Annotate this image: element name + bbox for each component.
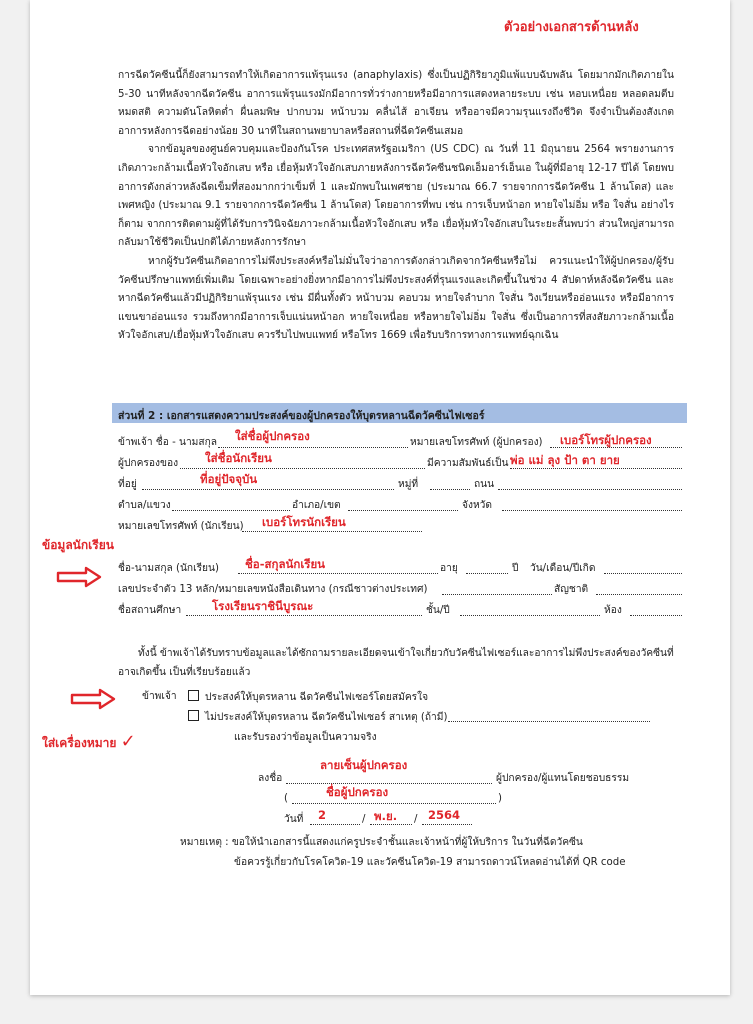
signature-field[interactable] — [286, 783, 492, 784]
dob-field[interactable] — [604, 573, 682, 574]
district-field[interactable] — [348, 510, 458, 511]
arrow-right-icon — [56, 566, 102, 588]
open-paren: ( — [284, 793, 288, 804]
section2-title: ส่วนที่ 2 : เอกสารแสดงความประสงค์ของผู้ปกครองให้บุตรหลานฉีดวัคซีนไฟเซอร์ — [118, 410, 485, 422]
room-field[interactable] — [630, 615, 682, 616]
id-number-field[interactable] — [442, 594, 552, 595]
guardian-of-label: ผู้ปกครองของ — [118, 458, 179, 469]
consent-i-label: ข้าพเจ้า — [142, 691, 177, 702]
student-fullname-value: ชื่อ-สกุลนักเรียน — [245, 557, 326, 571]
subdistrict-field[interactable] — [172, 510, 290, 511]
moo-field[interactable] — [430, 489, 470, 490]
year-label: ปี — [512, 563, 519, 574]
district-label: อำเภอ/เขต — [292, 500, 341, 511]
checkmark-icon: ✓ — [120, 731, 136, 752]
relation-value: พ่อ แม่ ลุง ป้า ตา ยาย — [510, 453, 620, 467]
age-field[interactable] — [466, 573, 508, 574]
student-name-field[interactable] — [180, 468, 425, 469]
checkbox-consent-no[interactable] — [188, 710, 199, 721]
sign-role-label: ผู้ปกครอง/ผู้แทนโดยชอบธรรม — [496, 773, 630, 784]
info-paragraphs — [118, 67, 674, 346]
month-value: พ.ย. — [374, 809, 398, 823]
moo-label: หมู่ที่ — [398, 479, 419, 490]
day-field[interactable] — [310, 824, 360, 825]
day-value: 2 — [318, 808, 327, 822]
arrow-right-icon — [70, 688, 116, 710]
address-field[interactable] — [142, 489, 394, 490]
document-page — [30, 0, 730, 995]
parent-phone-value: เบอร์โทรผู้ปกครอง — [560, 433, 652, 447]
age-label: อายุ — [440, 563, 458, 574]
consent-option-no[interactable] — [188, 710, 447, 724]
dob-label: วัน/เดือน/ปีเกิด — [530, 563, 596, 574]
note-line-2: ข้อควรรู้เกี่ยวกับโรคโควิด-19 และวัคซีนโควิด-19 สามารถดาวน์โหลดอ่านได้ที่ QR code — [234, 857, 626, 868]
sign-label: ลงชื่อ — [258, 773, 283, 784]
province-field[interactable] — [502, 510, 682, 511]
checkmark-annotation-text: ใส่เครื่องหมาย — [42, 736, 117, 750]
date-slash-1: / — [362, 814, 366, 825]
checkmark-annotation — [42, 731, 136, 753]
date-slash-2: / — [414, 814, 418, 825]
student-phone-value: เบอร์โทรนักเรียน — [262, 515, 346, 529]
printed-name-field[interactable] — [292, 803, 496, 804]
id-number-label: เลขประจำตัว 13 หลัก/หมายเลขหนังสือเดินทาง (กรณีชาวต่างประเทศ) — [118, 584, 428, 595]
parent-phone-label: หมายเลขโทรศัพท์ (ผู้ปกครอง) — [410, 437, 543, 448]
province-label: จังหวัด — [462, 500, 492, 511]
checkbox-consent-yes[interactable] — [188, 690, 199, 701]
class-field[interactable] — [460, 615, 600, 616]
year-field[interactable] — [422, 824, 472, 825]
consent-intro: ทั้งนี้ ข้าพเจ้าได้รับทราบข้อมูลและได้ซักถามรายละเอียดจนเข้าใจเกี่ยวกับวัคซีนไฟเซอร์และอาการไม่พึงประสงค์ของวัคซีนที่อาจเกิดขึ้น เป็นที่เรียบร้อยแล้ว — [118, 648, 674, 678]
note-line-1: หมายเหตุ : ขอให้นำเอกสารนี้แสดงแก่ครูประจำชั้นและเจ้าหน้าที่ผู้ให้บริการ ในวันที่ฉีดวัคซีน — [180, 837, 583, 848]
nationality-label: สัญชาติ — [554, 584, 589, 595]
parent-name-value: ใส่ชื่อผู้ปกครอง — [235, 429, 310, 443]
paragraph-anaphylaxis: การฉีดวัคซีนนี้ก็ยังสามารถทำให้เกิดอาการแพ้รุนแรง (anaphylaxis) ซึ่งเป็นปฏิกิริยาภูมิแพ้แบบฉับพลัน โดยมากมักเกิดภายใน 5-30 นาทีหลังจากฉีดวัคซีน อาการแพ้รุนแรงมักมีอาการทั่วร่างกายหรือมีอาการแสดงหลายระบบ เช่น หอบเหนื่อย หลอดลมตีบ หมดสติ ความดันโลหิตต่ำ ผื่นลมพิษ ปากบวม หน้าบวม คลื่นไส้ อาเจียน หรืออาจมีความรุนแรงถึงชีวิต จึงจำเป็นต้องสังเกตอาการหลังการฉีดอย่างน้อย 30 นาทีในสถานพยาบาลหรือสถานที่ฉีดวัคซีนเสมอ — [118, 70, 674, 137]
class-label: ชั้น/ปี — [426, 605, 450, 616]
consent-option-yes[interactable] — [188, 690, 428, 704]
parent-name-field[interactable] — [218, 447, 408, 448]
consent-no-text: ไม่ประสงค์ให้บุตรหลาน ฉีดวัคซีนไฟเซอร์ สาเหตุ (ถ้ามี) — [205, 712, 448, 723]
subdistrict-label: ตำบล/แขวง — [118, 500, 171, 511]
address-label: ที่อยู่ — [118, 479, 137, 490]
road-label: ถนน — [474, 479, 495, 490]
signature-value: ลายเซ็นผู้ปกครอง — [320, 758, 408, 772]
paragraph-cdc: จากข้อมูลของศูนย์ควบคุมและป้องกันโรค ประเทศสหรัฐอเมริกา (US CDC) ณ วันที่ 11 มิถุนายน 2564 พรายงานการเกิดภาวะกล้ามเนื้อหัวใจอักเสบ หรือ เยื่อหุ้มหัวใจอักเสบภายหลังการฉีดวัคซีนชนิดเอ็มอาร์เอ็นเอ ในผู้ที่มีอายุ 12-17 ปีได้ โดยพบอาการดังกล่าวหลังฉีดเข็มที่สองมากกว่าเข็มที่ 1 และมักพบในเพศชาย (ประมาณ 66.7 รายจากการฉีดวัคซีน 1 ล้านโดส) และเพศหญิง (ประมาณ 9.1 รายจากการฉีดวัคซีน 1 ล้านโดส) โดยอาการที่พบ เช่น การเจ็บหน้าอก หายใจไม่อิ่ม หรือ ใจสั่น อย่างไรก็ตาม จากการติดตามผู้ที่ได้รับการวินิจฉัยภาวะกล้ามเนื้อหัวใจอักเสบ หรือ เยื่อหุ้มหัวใจอักเสบในระยะสั้นพบว่า ส่วนใหญ่สามารถกลับมาใช้ชีวิตเป็นปกติได้ภายหลังการรักษา — [118, 144, 674, 249]
parent-name-label: ข้าพเจ้า ชื่อ - นามสกุล — [118, 437, 218, 448]
certify-statement: และรับรองว่าข้อมูลเป็นความจริง — [234, 732, 377, 743]
date-label: วันที่ — [284, 814, 304, 825]
paragraph-adverse: หากผู้รับวัคซีนเกิดอาการไม่พึงประสงค์หรือไม่มั่นใจว่าอาการดังกล่าวเกิดจากวัคซีนหรือไม่ ควรแนะนำให้ผู้ปกครอง/ผู้รับวัคซีนปรึกษาแพทย์เพิ่มเติม โดยเฉพาะอย่างยิ่งหากมีอาการไม่พึงประสงค์ที่รุนแรงและเกิดขึ้นในช่วง 4 สัปดาห์หลังฉีดวัคซีน และหากฉีดวัคซีนแล้วมีปฏิกิริยาแพ้รุนแรง เช่น มีผื่นทั้งตัว หน้าบวม คอบวม หายใจลำบาก ใจสั่น วิงเวียนหรืออ่อนแรง หรือมีอาการแขนขาอ่อนแรง รวมถึงหากมีอาการเจ็บแน่นหน้าอก หายใจเหนื่อย หรือหายใจไม่อิ่ม ใจสั่น ซึ่งเป็นอาการที่สงสัยภาวะกล้ามเนื้อหัวใจอักเสบ/เยื่อหุ้มหัวใจอักเสบ ควรรีบไปพบแพทย์ หรือโทร 1669 เพื่อรับบริการทางการแพทย์ฉุกเฉิน — [118, 255, 674, 342]
school-label: ชื่อสถานศึกษา — [118, 605, 182, 616]
road-field[interactable] — [498, 489, 682, 490]
close-paren: ) — [498, 793, 502, 804]
back-page-label: ตัวอย่างเอกสารด้านหลัง — [504, 20, 639, 35]
year-value: 2564 — [428, 808, 461, 822]
consent-yes-text: ประสงค์ให้บุตรหลาน ฉีดวัคซีนไฟเซอร์โดยสมัครใจ — [205, 692, 429, 703]
student-name-value: ใส่ชื่อนักเรียน — [205, 451, 272, 465]
relation-label: มีความสัมพันธ์เป็น — [427, 458, 509, 469]
reason-field[interactable] — [448, 721, 650, 722]
printed-name-value: ชื่อผู้ปกครอง — [326, 785, 389, 799]
student-info-annotation: ข้อมูลนักเรียน — [42, 538, 114, 552]
nationality-field[interactable] — [596, 594, 682, 595]
room-label: ห้อง — [604, 605, 622, 616]
student-phone-label: หมายเลขโทรศัพท์ (นักเรียน) — [118, 521, 244, 532]
student-fullname-label: ชื่อ-นามสกุล (นักเรียน) — [118, 563, 219, 574]
school-value: โรงเรียนราชินีบูรณะ — [212, 599, 314, 613]
address-value: ที่อยู่ปัจจุบัน — [200, 472, 258, 486]
